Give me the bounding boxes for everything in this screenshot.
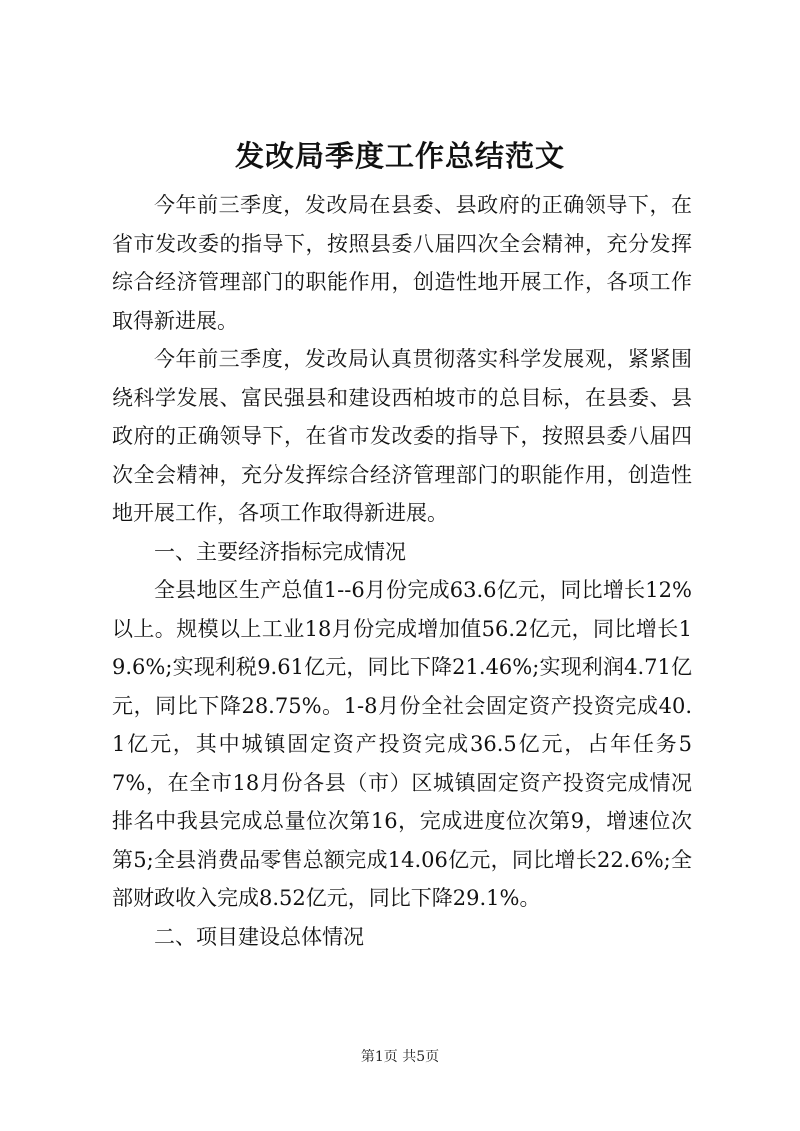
section-paragraph-1: 全县地区生产总值1--6月份完成63.6亿元，同比增长12%以上。规模以上工业18月份完成增加值56.2亿元，同比增长19.6%;实现利税9.61亿元，同比下降21.46%;实现利润4.71亿元，同比下降28.75%。1-8月份全社会固定资产投资完成40.1亿元，其中城镇固定资产投资完成36.5亿元，占年任务57%，在全市18月份各县（市）区城镇固定资产投资完成情况排名中我县完成总量位次第16，完成进度位次第9，增速位次第5;全县消费品零售总额完成14.06亿元，同比增长22.6%;全部财政收入完成8.52亿元，同比下降29.1%。 <box>112 578 692 910</box>
intro-paragraph-2: 今年前三季度，发改局认真贯彻落实科学发展观，紧紧围绕科学发展、富民强县和建设西柏坡市的总目标，在县委、县政府的正确领导下，在省市发改委的指导下，按照县委八届四次全会精神，充分发挥综合经济管理部门的职能作用，创造性地开展工作，各项工作取得新进展。 <box>112 347 692 525</box>
document-body <box>112 186 692 956</box>
section-heading-2: 二、项目建设总体情况 <box>154 924 364 949</box>
page-title: 发改局季度工作总结范文 <box>234 139 565 173</box>
page-footer: 第1页 共5页 <box>360 1049 440 1065</box>
intro-paragraph-1: 今年前三季度，发改局在县委、县政府的正确领导下，在省市发改委的指导下，按照县委八届四次全会精神，充分发挥综合经济管理部门的职能作用，创造性地开展工作，各项工作取得新进展。 <box>112 193 692 333</box>
section-heading-1: 一、主要经济指标完成情况 <box>154 539 406 564</box>
